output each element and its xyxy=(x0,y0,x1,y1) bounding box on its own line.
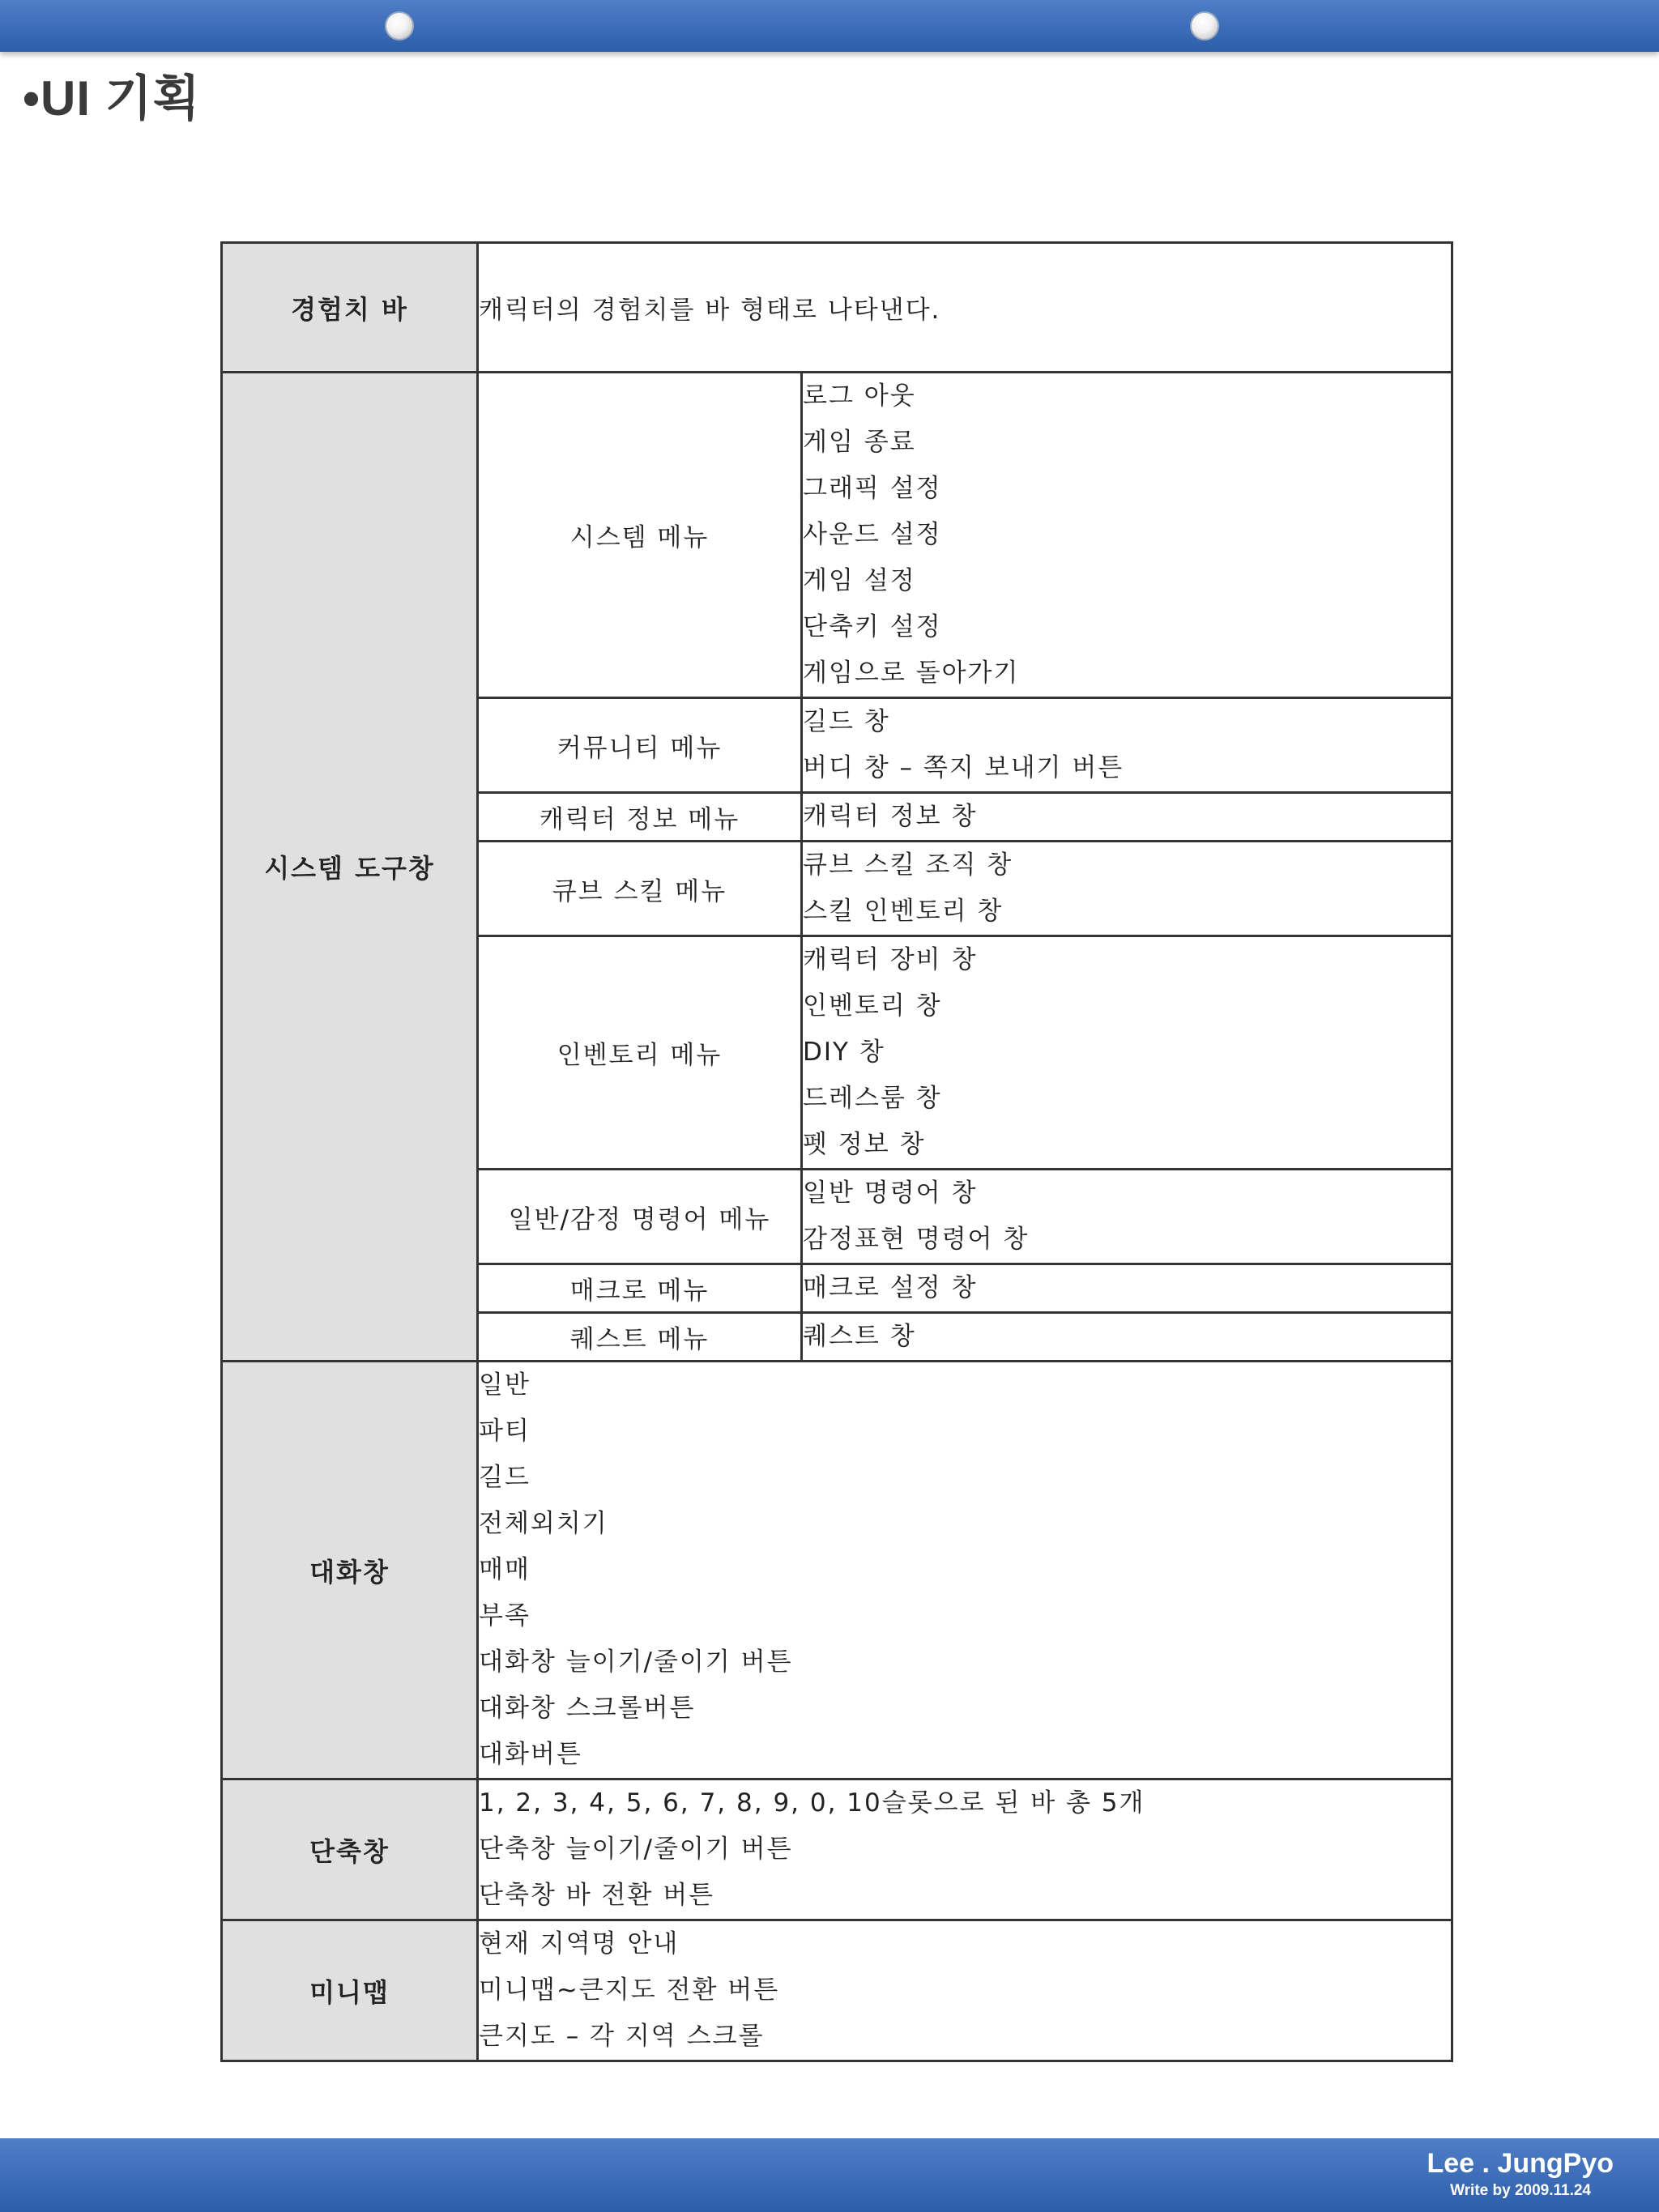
list-item: 현재 지역명 안내 xyxy=(479,1929,680,1958)
list-item: 큐브 스킬 조직 창 xyxy=(803,850,1013,880)
list-item: 사운드 설정 xyxy=(803,520,942,549)
row-exp-bar xyxy=(222,243,1452,373)
list-item: 대화창 스크롤버튼 xyxy=(479,1694,696,1723)
command-menu-name: 일반/감정 명령어 메뉴 xyxy=(478,1170,802,1264)
list-item: 감정표현 명령어 창 xyxy=(803,1225,1030,1254)
shortcut-window-items xyxy=(478,1779,1452,1920)
list-item: 전체외치기 xyxy=(479,1509,608,1538)
list-item: 1, 2, 3, 4, 5, 6, 7, 8, 9, 0, 10슬롯으로 된 바 총 5개 xyxy=(479,1788,1145,1818)
chat-window-items xyxy=(478,1362,1452,1779)
list-item: 길드 창 xyxy=(803,707,890,736)
cube-skill-menu-items xyxy=(802,842,1452,936)
list-item: 그래픽 설정 xyxy=(803,474,942,503)
minimap-label: 미니맵 xyxy=(222,1920,478,2061)
community-menu-items xyxy=(802,698,1452,793)
minimap-items xyxy=(478,1920,1452,2061)
shortcut-window-label: 단축창 xyxy=(222,1779,478,1920)
system-menu-items xyxy=(802,373,1452,698)
list-item: 미니맵~큰지도 전환 버튼 xyxy=(479,1975,780,2005)
community-menu-name: 커뮤니티 메뉴 xyxy=(478,698,802,793)
page-title: •UI 기획 xyxy=(23,71,201,126)
quest-menu-name: 퀘스트 메뉴 xyxy=(478,1313,802,1362)
binder-hole-right xyxy=(1190,11,1219,40)
character-info-menu-items xyxy=(802,793,1452,842)
binder-hole-left xyxy=(385,11,414,40)
exp-bar-label: 경험치 바 xyxy=(222,243,478,373)
list-item: 파티 xyxy=(479,1417,531,1446)
list-item: 대화창 늘이기/줄이기 버튼 xyxy=(479,1647,793,1677)
macro-menu-name: 매크로 메뉴 xyxy=(478,1264,802,1313)
list-item: 길드 xyxy=(479,1463,531,1492)
list-item: 캐릭터 장비 창 xyxy=(803,945,978,974)
inventory-menu-items xyxy=(802,936,1452,1170)
list-item: 단축창 바 전환 버튼 xyxy=(479,1881,715,1910)
list-item: 게임으로 돌아가기 xyxy=(803,658,1020,688)
list-item: 인벤토리 창 xyxy=(803,991,942,1021)
quest-menu-items xyxy=(802,1313,1452,1362)
list-item: 퀘스트 창 xyxy=(803,1322,916,1351)
list-item: 게임 설정 xyxy=(803,566,916,595)
cube-skill-menu-name: 큐브 스킬 메뉴 xyxy=(478,842,802,936)
list-item: 일반 xyxy=(479,1370,531,1400)
list-item: 단축키 설정 xyxy=(803,612,942,641)
character-info-menu-name: 캐릭터 정보 메뉴 xyxy=(478,793,802,842)
row-chat-window xyxy=(222,1362,1452,1779)
top-banner xyxy=(0,0,1659,52)
list-item: 게임 종료 xyxy=(803,428,916,457)
row-minimap xyxy=(222,1920,1452,2061)
row-system-menu xyxy=(222,373,1452,698)
list-item: 큰지도 – 각 지역 스크롤 xyxy=(479,2022,765,2051)
inventory-menu-name: 인벤토리 메뉴 xyxy=(478,936,802,1170)
list-item: 단축창 늘이기/줄이기 버튼 xyxy=(479,1835,793,1864)
list-item: 로그 아웃 xyxy=(803,381,916,411)
ui-spec-table xyxy=(220,241,1453,2062)
list-item: 대화버튼 xyxy=(479,1740,582,1769)
list-item: 매매 xyxy=(479,1555,531,1584)
system-menu-name: 시스템 메뉴 xyxy=(478,373,802,698)
exp-bar-description: 캐릭터의 경험치를 바 형태로 나타낸다. xyxy=(478,243,1452,373)
list-item: 버디 창 – 쪽지 보내기 버튼 xyxy=(803,753,1124,782)
command-menu-items xyxy=(802,1170,1452,1264)
written-date: Write by 2009.11.24 xyxy=(1450,2182,1591,2199)
list-item: 펫 정보 창 xyxy=(803,1130,926,1159)
macro-menu-items xyxy=(802,1264,1452,1313)
system-toolbar-label: 시스템 도구창 xyxy=(222,373,478,1362)
list-item: 캐릭터 정보 창 xyxy=(803,802,978,831)
list-item: 부족 xyxy=(479,1601,531,1630)
bottom-banner xyxy=(0,2138,1659,2212)
list-item: 드레스룸 창 xyxy=(803,1084,942,1113)
list-item: 일반 명령어 창 xyxy=(803,1178,978,1208)
list-item: 스킬 인벤토리 창 xyxy=(803,897,1004,926)
list-item: DIY 창 xyxy=(803,1038,885,1067)
list-item: 매크로 설정 창 xyxy=(803,1273,978,1302)
author-name: Lee . JungPyo xyxy=(1427,2148,1614,2179)
row-shortcut-window xyxy=(222,1779,1452,1920)
chat-window-label: 대화창 xyxy=(222,1362,478,1779)
